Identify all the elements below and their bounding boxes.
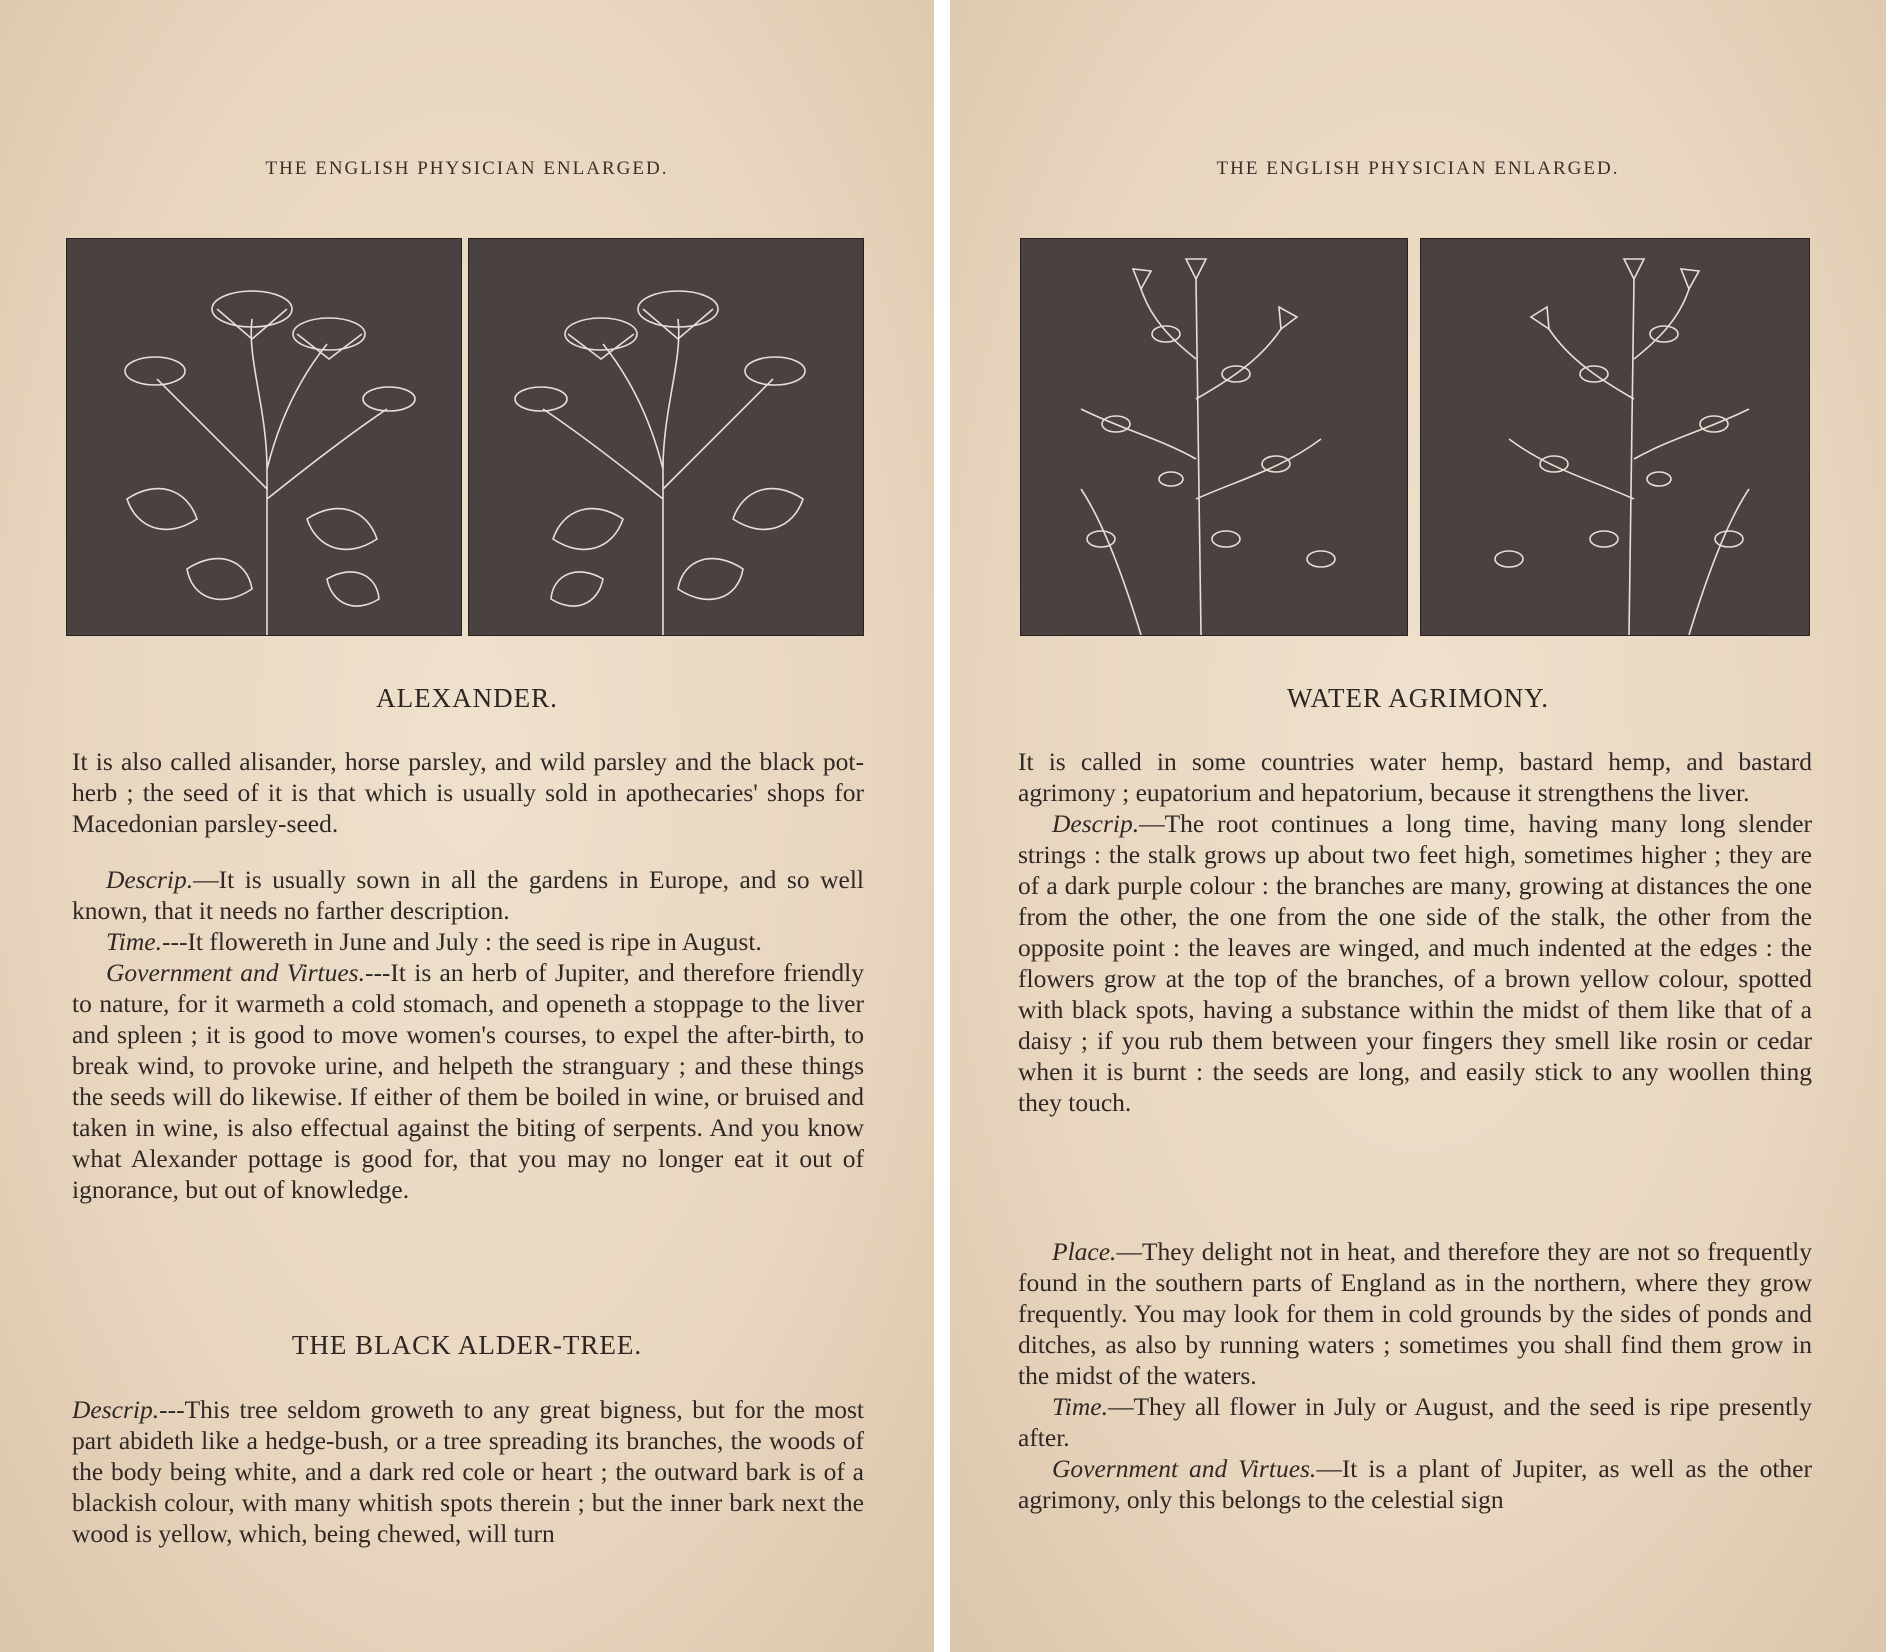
water-agrimony-text-2 xyxy=(1018,1236,1812,1515)
alexander-plate-left xyxy=(66,238,462,636)
umbel-plant-illustration xyxy=(67,239,461,635)
time-paragraph xyxy=(72,926,864,957)
running-head-right: THE ENGLISH PHYSICIAN ENLARGED. xyxy=(1216,158,1620,179)
agrimony-government-paragraph xyxy=(1018,1453,1812,1515)
heading-alexander: ALEXANDER. xyxy=(376,683,558,713)
right-page xyxy=(950,0,1886,1652)
agrimony-time-text: —They all flower in July or August, and the seed is ripe presently after. xyxy=(1018,1392,1812,1452)
agrimony-descrip-paragraph xyxy=(1018,808,1812,1118)
place-label: Place. xyxy=(1052,1237,1117,1266)
branching-plant-illustration xyxy=(1021,239,1407,635)
agrimony-descrip-label: Descrip. xyxy=(1052,809,1140,838)
alexander-intro xyxy=(72,746,864,839)
time-label: Time. xyxy=(106,927,162,956)
time-text: ---It flowereth in June and July : the seed is ripe in August. xyxy=(161,927,762,956)
agrimony-intro: It is called in some countries water hemp, bastard hemp, and bastard agrimony ; eupatorium and hepatorium, because it strengthens the liver. xyxy=(1018,747,1812,807)
agrimony-plate-right xyxy=(1420,238,1810,636)
descrip-text: —It is usually sown in all the gardens in Europe, and so well known, that it needs no farther description. xyxy=(72,865,864,925)
descrip-label: Descrip. xyxy=(106,865,194,894)
black-alder-descrip-label: Descrip. xyxy=(72,1395,160,1424)
black-alder-text xyxy=(72,1394,864,1549)
agrimony-time-paragraph xyxy=(1018,1391,1812,1453)
heading-water-agrimony: WATER AGRIMONY. xyxy=(1286,683,1550,713)
government-text: ---It is an herb of Jupiter, and therefore friendly to nature, for it warmeth a cold stomach, and openeth a stoppage to the liver and spleen ; it is good to move women's courses, to expel the after-birth, to break wind, to provoke urine, and helpeth the stranguary ; and these things the seeds will do likewise. If either of them be boiled in wine, or bruised and taken in wine, is also effectual against the biting of serpents. And you know what Alexander pottage is good for, that you may no longer eat it out of ignorance, but out of knowledge. xyxy=(72,958,864,1204)
intro-paragraph: It is also called alisander, horse parsley, and wild parsley and the black pot-herb ; the seed of it is that which is usually sold in apothecaries' shops for Macedonian parsley-seed. xyxy=(72,747,864,838)
place-paragraph xyxy=(1018,1236,1812,1391)
agrimony-time-label: Time. xyxy=(1052,1392,1108,1421)
umbel-plant-illustration-mirror xyxy=(469,239,863,635)
agrimony-descrip-text: —The root continues a long time, having many long slender strings : the stalk grows up about two feet high, sometimes higher ; they are of a dark purple colour : the branches are many, growing at distances the one from the other, the one from the one side of the stalk, the other from the opposite point : the leaves are winged, and much indented at the edges : the flowers grow at the top of the branches, of a brown yellow colour, spotted with black spots, having a substance within the midst of them like that of a daisy ; if you rub them between your fingers they smell like rosin or cedar when it is burnt : the seeds are long, and easily stick to any woollen thing they touch. xyxy=(1018,809,1812,1117)
water-agrimony-text xyxy=(1018,746,1812,1118)
black-alder-descrip-paragraph xyxy=(72,1394,864,1549)
government-paragraph xyxy=(72,957,864,1205)
agrimony-government-label: Government and Virtues. xyxy=(1052,1454,1317,1483)
left-page xyxy=(0,0,934,1652)
agrimony-plate-left xyxy=(1020,238,1408,636)
black-alder-descrip-text: ---This tree seldom groweth to any great bigness, but for the most part abideth like a hedge-bush, or a tree spreading its branches, the woods of the body being white, and a dark red cole or heart ; the outward bark is of a blackish colour, with many whitish spots therein ; but the inner bark next the wood is yellow, which, being chewed, will turn xyxy=(72,1395,864,1548)
running-head: THE ENGLISH PHYSICIAN ENLARGED. xyxy=(265,158,669,179)
alexander-plate-right xyxy=(468,238,864,636)
agrimony-government-text: —It is a plant of Jupiter, as well as the other agrimony, only this belongs to the celestial sign xyxy=(1018,1454,1812,1514)
descrip-paragraph xyxy=(72,864,864,926)
alexander-sections xyxy=(72,864,864,1205)
government-label: Government and Virtues. xyxy=(106,958,365,987)
branching-plant-illustration-mirror xyxy=(1421,239,1809,635)
place-text: —They delight not in heat, and therefore they are not so frequently found in the southern parts of England as in the northern, where they grow frequently. You may look for them in cold grounds by the sides of ponds and ditches, as also by running waters ; sometimes you shall find them grow in the midst of the waters. xyxy=(1018,1237,1812,1390)
heading-black-alder: THE BLACK ALDER-TREE. xyxy=(291,1330,643,1360)
